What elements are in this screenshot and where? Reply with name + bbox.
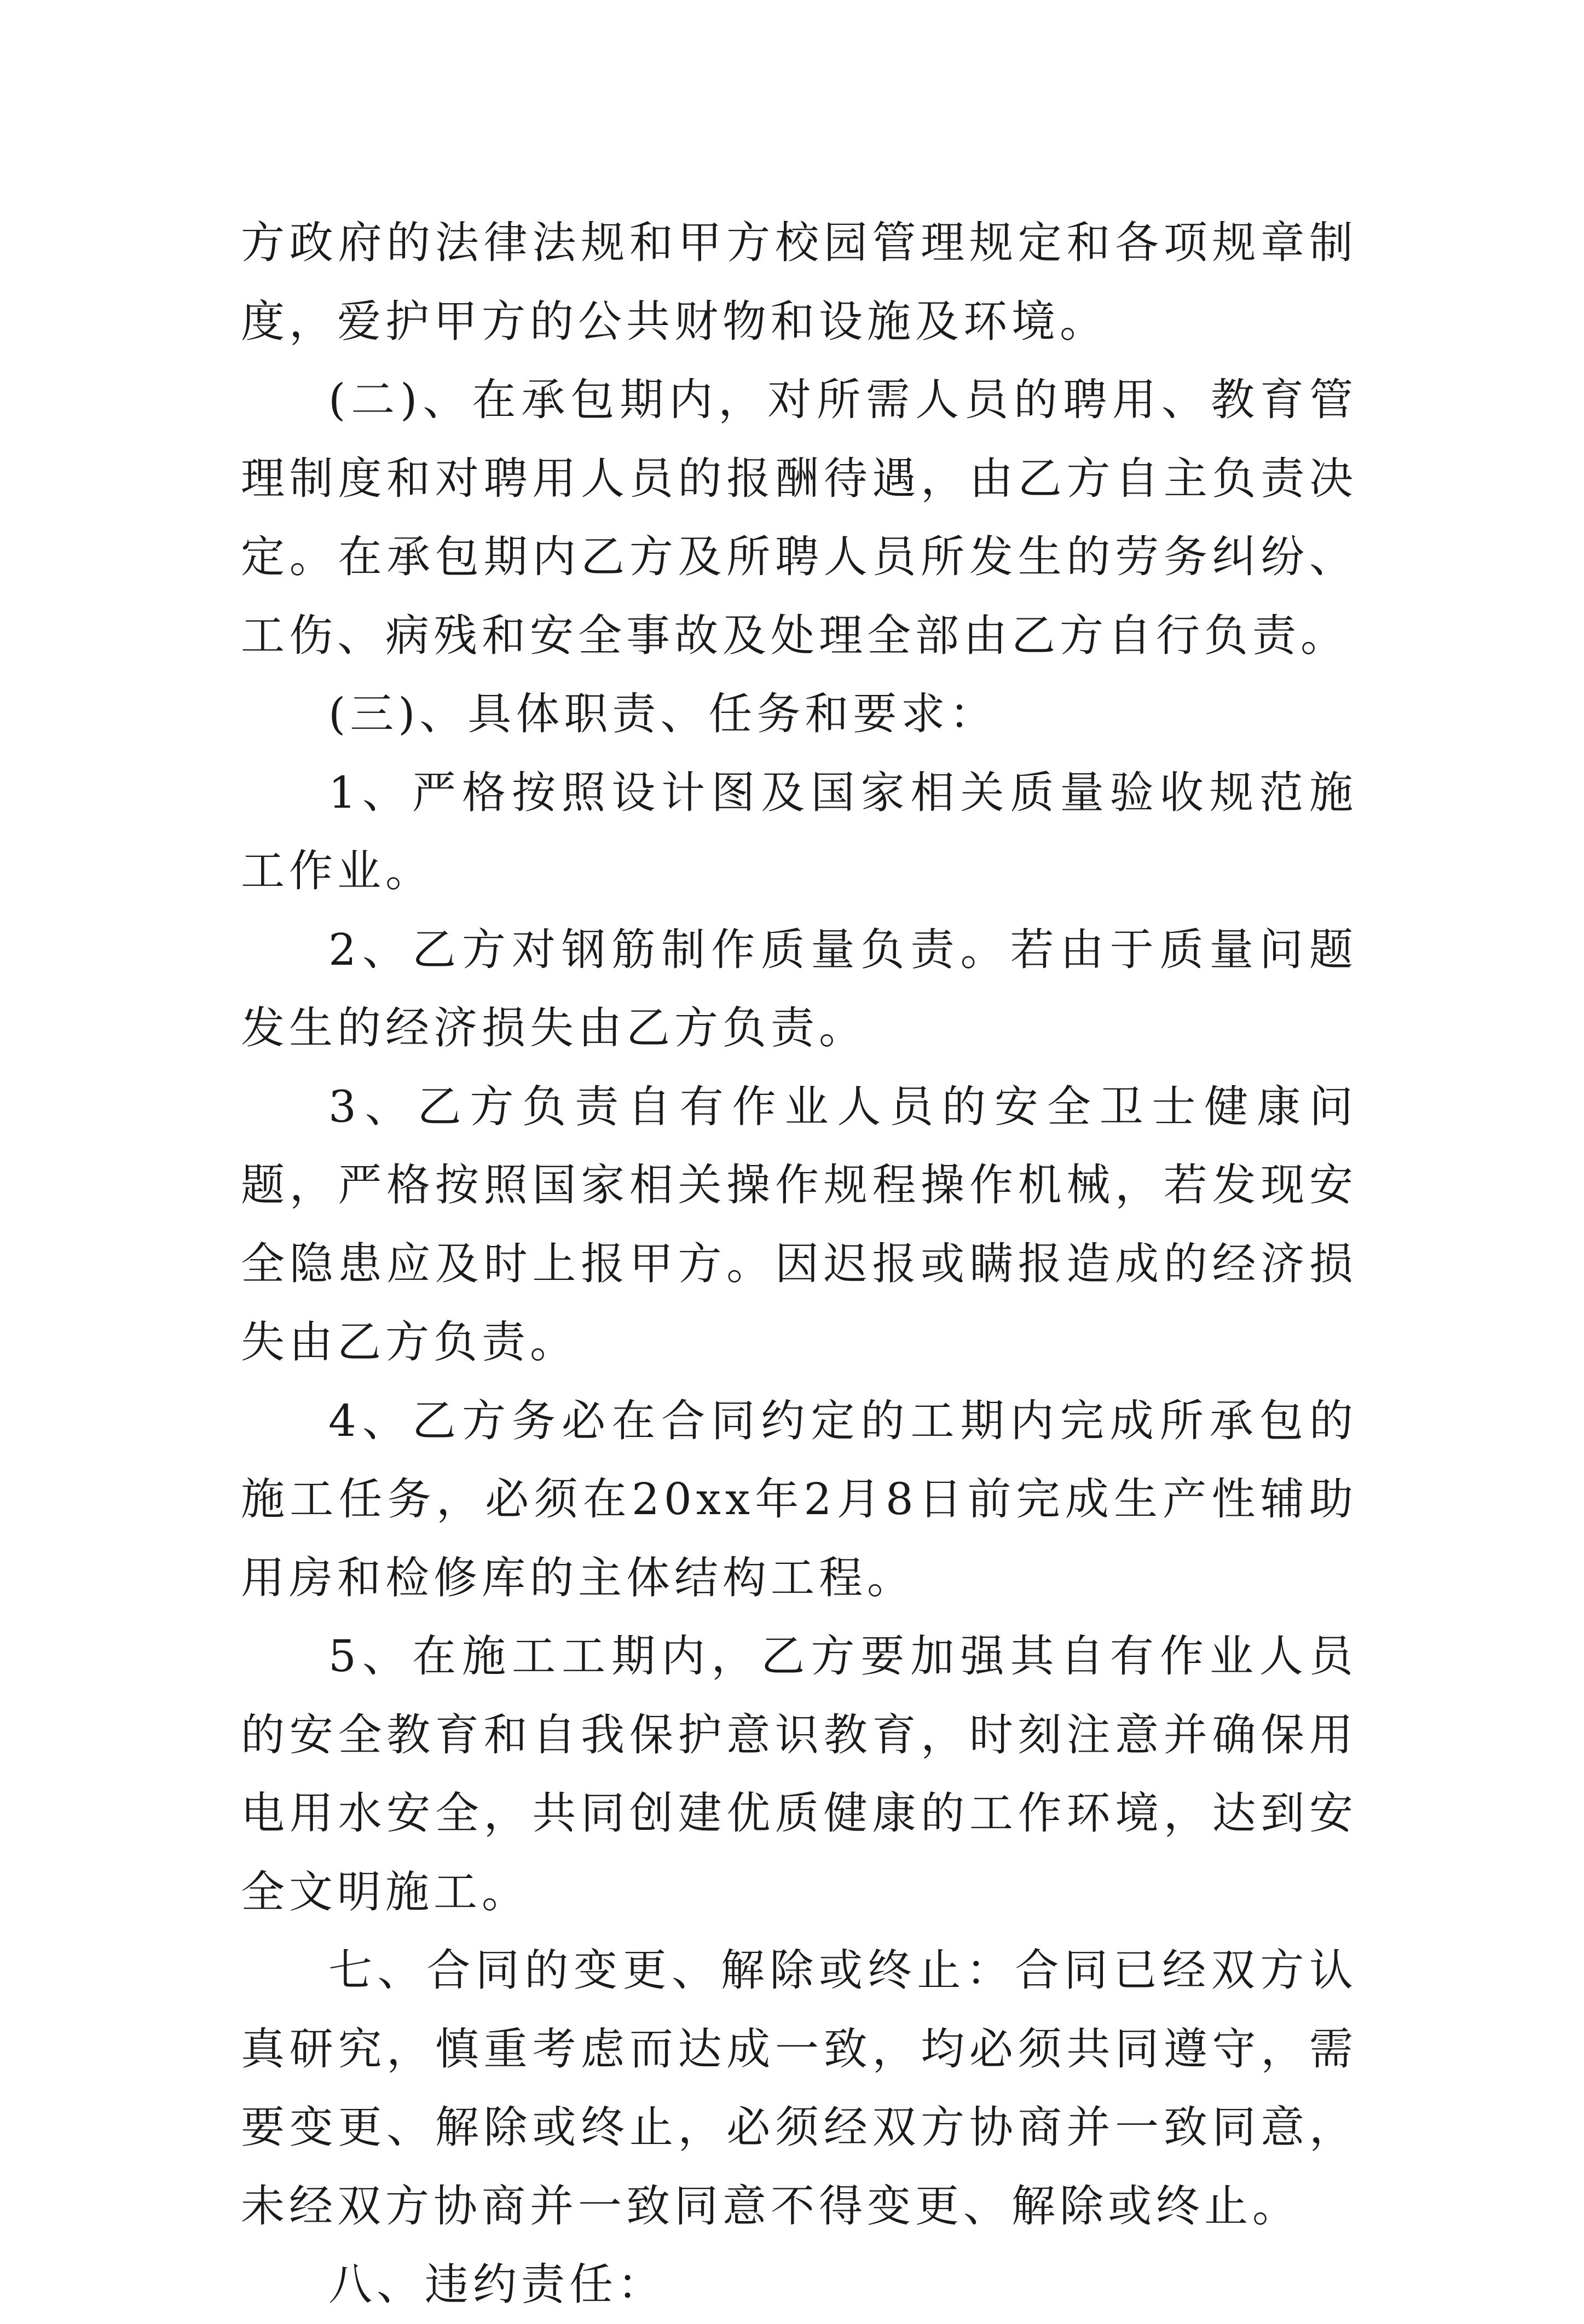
paragraph-continuation: 方政府的法律法规和甲方校园管理规定和各项规章制度，爱护甲方的公共财物和设施及环境。	[241, 217, 1357, 347]
paragraph-item-4: 4、乙方务必在合同约定的工期内完成所承包的施工任务，必须在20xx年2月8日前完成生产性辅助用房和检修库的主体结构工程。	[241, 1395, 1357, 1603]
document-body	[241, 204, 1357, 2324]
paragraph-clause-3-heading: (三)、具体职责、任务和要求：	[328, 688, 998, 739]
paragraph-section-8-heading: 八、违约责任：	[328, 2259, 666, 2310]
paragraph-item-5: 5、在施工工期内，乙方要加强其自有作业人员的安全教育和自我保护意识教育，时刻注意并确保用电用水安全，共同创建优质健康的工作环境，达到安全文明施工。	[241, 1631, 1357, 1917]
paragraph-section-7: 七、合同的变更、解除或终止：合同已经双方认真研究，慎重考虑而达成一致，均必须共同遵守，需要变更、解除或终止，必须经双方协商并一致同意，未经双方协商并一致同意不得变更、解除或终止。	[241, 1945, 1357, 2232]
paragraph-clause-2: (二)、在承包期内，对所需人员的聘用、教育管理制度和对聘用人员的报酬待遇，由乙方自主负责决定。在承包期内乙方及所聘人员所发生的劳务纠纷、工伤、病残和安全事故及处理全部由乙方自行负责。	[241, 374, 1357, 661]
paragraph-item-3: 3、乙方负责自有作业人员的安全卫士健康问题，严格按照国家相关操作规程操作机械，若发现安全隐患应及时上报甲方。因迟报或瞒报造成的经济损失由乙方负责。	[241, 1081, 1357, 1367]
paragraph-item-2: 2、乙方对钢筋制作质量负责。若由于质量问题发生的经济损失由乙方负责。	[241, 924, 1357, 1053]
paragraph-item-1: 1、严格按照设计图及国家相关质量验收规范施工作业。	[241, 767, 1357, 896]
